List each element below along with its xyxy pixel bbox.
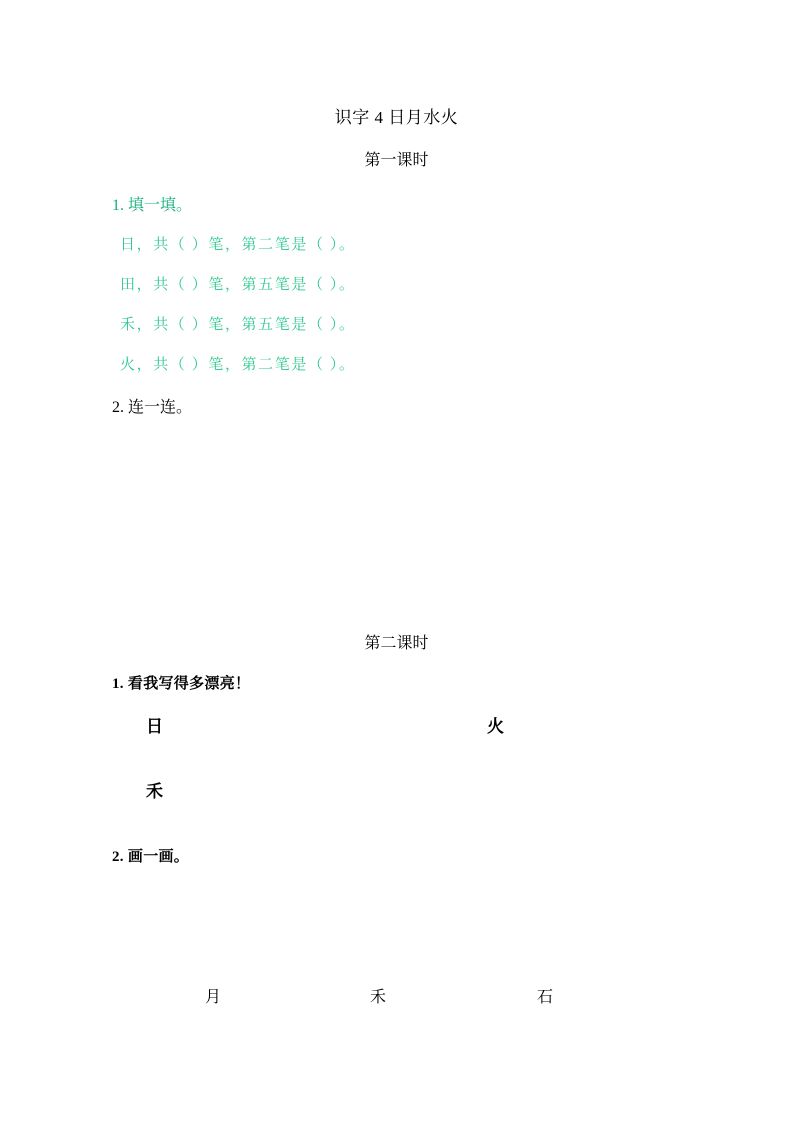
practice-char-he: 禾 — [146, 782, 163, 801]
lesson2-exercise-1-label: 1. 看我写得多漂亮！ — [112, 676, 251, 692]
practice-char-huo: 火 — [487, 717, 504, 736]
fill-in-line-1: 日，共（ ）笔，第二笔是（ ）。 — [120, 237, 356, 253]
practice-char-ri: 日 — [146, 717, 163, 736]
lesson1-exercise-2-label: 2. 连一连。 — [112, 399, 193, 416]
fill-in-line-4: 火，共（ ）笔，第二笔是（ ）。 — [120, 357, 356, 373]
page-title: 识字 4 日月水火 — [334, 108, 459, 127]
fill-in-line-3: 禾，共（ ）笔，第五笔是（ ）。 — [120, 317, 356, 333]
draw-char-he: 禾 — [370, 989, 387, 1006]
lesson-1-heading: 第一课时 — [364, 152, 429, 169]
lesson-2-heading: 第二课时 — [364, 635, 429, 652]
draw-char-shi: 石 — [537, 989, 554, 1006]
fill-in-line-2: 田，共（ ）笔，第五笔是（ ）。 — [120, 277, 356, 293]
lesson1-exercise-1-label: 1. 填一填。 — [112, 197, 193, 214]
lesson2-exercise-2-label: 2. 画一画。 — [112, 849, 190, 865]
draw-char-yue: 月 — [205, 989, 222, 1006]
